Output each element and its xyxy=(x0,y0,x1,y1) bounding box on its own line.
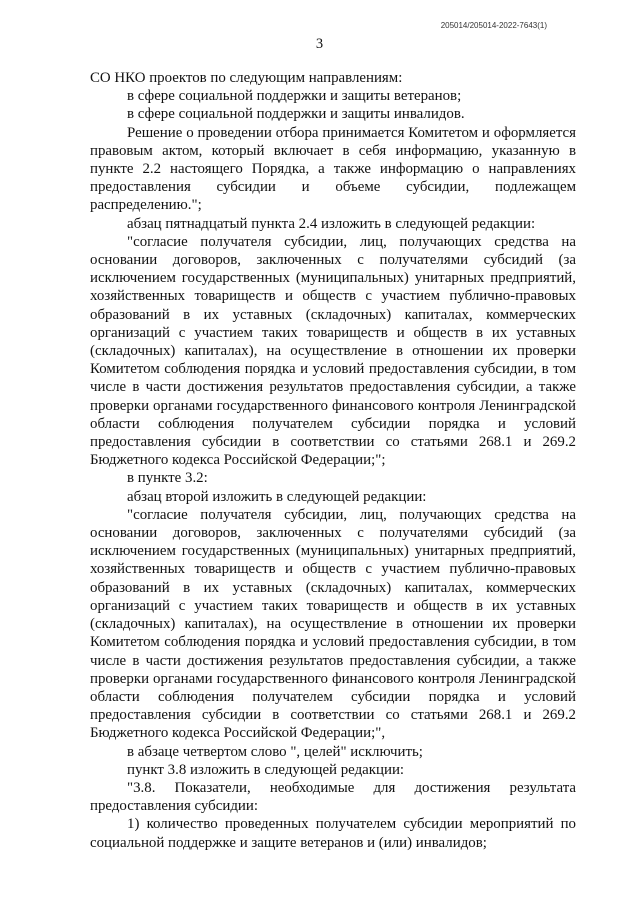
paragraph: абзац второй изложить в следующей редакции: xyxy=(127,488,427,505)
paragraph: в абзаце четвертом слово ", целей" исключить; xyxy=(127,743,423,760)
paragraph: 1) количество проведенных получателем субсидии мероприятий по социальной поддержке и защите ветеранов и (или) инвалидов; xyxy=(90,816,576,851)
paragraph: Решение о проведении отбора принимается Комитетом и оформляется правовым актом, который включает в себя информацию, указанную в пункте 2.2 настоящего Порядка, а также информацию о направлениях предоставления субсидии и объеме субсидии, подлежащем распределению."; xyxy=(90,124,576,214)
paragraph: пункт 3.8 изложить в следующей редакции: xyxy=(127,761,405,778)
paragraph: СО НКО проектов по следующим направлениям: xyxy=(90,70,403,86)
paragraph: в пункте 3.2: xyxy=(127,470,208,487)
paragraph: "согласие получателя субсидии, лиц, получающих средства на основании договоров, заключенных с получателями субсидий (за исключением государственных (муниципальных) унитарных предприятий, хозяйственных товариществ и обществ с участием публично-правовых образований в их уставных (складочных) капиталах, коммерческих организаций с участием таких товариществ и обществ в их уставных (складочных) капиталах), на осуществление в отношении их проверки Комитетом соблюдения порядка и условий предоставления субсидии, в том числе в части достижения результатов предоставления субсидии, а также проверки органами государственного финансового контроля Ленинградской области соблюдения получателем субсидии порядка и условий предоставления субсидии в соответствии со статьями 268.1 и 269.2 Бюджетного кодекса Российской Федерации;"; xyxy=(90,233,576,469)
paragraph: "согласие получателя субсидии, лиц, получающих средства на основании договоров, заключенных с получателями субсидий (за исключением государственных (муниципальных) унитарных предприятий, хозяйственных товариществ и обществ с участием публично-правовых образований в их уставных (складочных) капиталах, коммерческих организаций с участием таких товариществ и обществ в их уставных (складочных) капиталах), на осуществление в отношении их проверки Комитетом соблюдения порядка и условий предоставления субсидии, в том числе в части достижения результатов предоставления субсидии, а также проверки органами государственного финансового контроля Ленинградской области соблюдения получателем субсидии порядка и условий предоставления субсидии в соответствии со статьями 268.1 и 269.2 Бюджетного кодекса Российской Федерации;", xyxy=(90,506,576,742)
paragraph: абзац пятнадцатый пункта 2.4 изложить в следующей редакции: xyxy=(127,215,536,232)
page-number: 3 xyxy=(315,36,324,52)
paragraph: в сфере социальной поддержки и защиты инвалидов. xyxy=(127,106,465,123)
paragraph: в сфере социальной поддержки и защиты ветеранов; xyxy=(127,88,462,105)
document-id: 205014/205014-2022-7643(1) xyxy=(440,21,547,30)
document-body xyxy=(90,69,576,852)
paragraph: "3.8. Показатели, необходимые для достижения результата предоставления субсидии: xyxy=(90,779,576,815)
